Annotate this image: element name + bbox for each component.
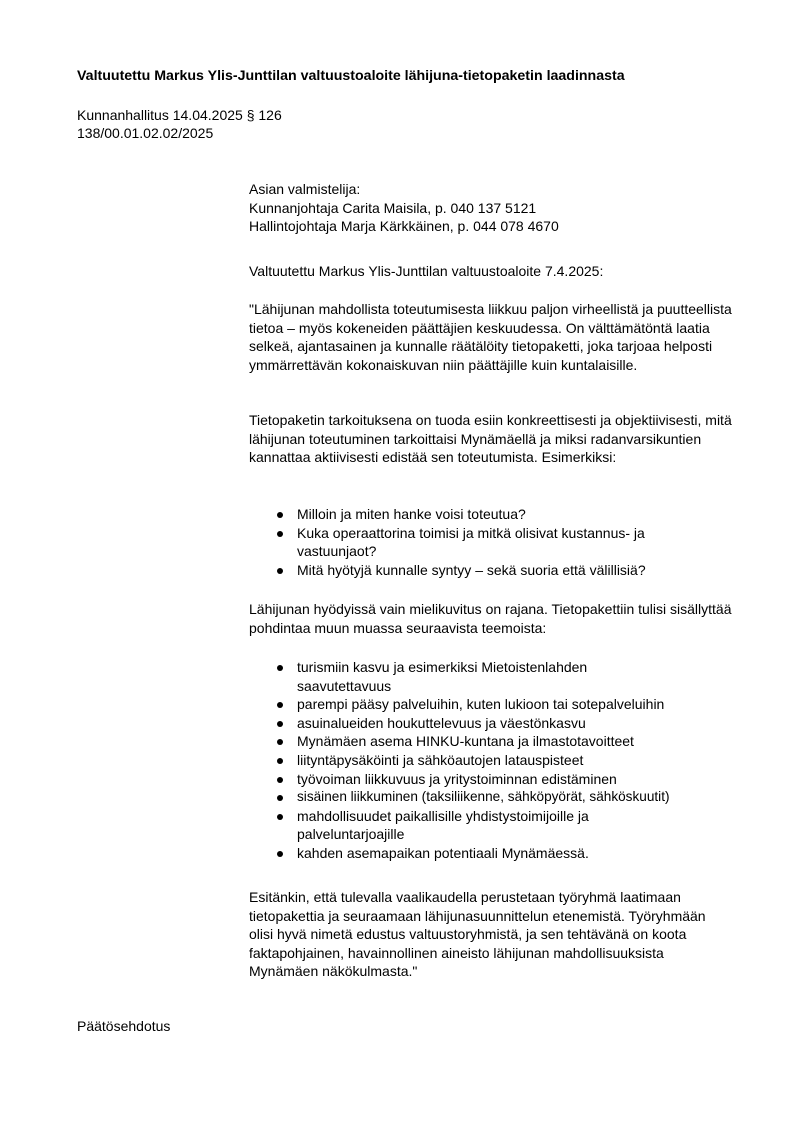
- list-item: [249, 524, 719, 561]
- list-item-text: parempi pääsy palveluihin, kuten lukioon tai sotepalveluihin: [297, 696, 665, 713]
- list-item-text: Mitä hyötyjä kunnalle syntyy – sekä suoria että välillisiä?: [297, 561, 646, 578]
- list-item-text: mahdollisuudet paikallisille yhdistystoimijoille ja palveluntarjoajille: [297, 807, 589, 843]
- bullet-icon: [277, 814, 283, 820]
- list-item: [249, 505, 719, 524]
- bullet-icon: [277, 777, 283, 783]
- paragraph-4: Esitänkin, että tulevalla vaalikaudella perustetaan työryhmä laatimaan tietopakettia ja seuraamaan lähijunasuunnittelun etenemistä. Työryhmään olisi hyvä nimetä edustus valtuustoryhmistä, ja sen tehtävänä on koota faktapohjainen, havainnollinen aineisto lähijunan mahdollisuuksista Mynämäen näkökulmasta.": [249, 889, 706, 980]
- document-title: Valtuutettu Markus Ylis-Junttilan valtuustoaloite lähijuna-tietopaketin laadinnasta: [77, 68, 625, 84]
- bullet-icon: [277, 739, 283, 745]
- themes-list: [249, 658, 749, 863]
- list-item: [249, 770, 749, 789]
- list-item: [249, 751, 749, 770]
- preparer-person: Kunnanjohtaja Carita Maisila, p. 040 137 5121: [249, 199, 537, 216]
- list-item: [249, 732, 749, 751]
- list-item-text: Mynämäen asema HINKU-kuntana ja ilmastotavoitteet: [297, 733, 634, 750]
- list-item-text: työvoiman liikkuvuus ja yritystoiminnan edistäminen: [297, 770, 617, 787]
- list-item: [249, 788, 749, 807]
- list-item: [249, 658, 667, 695]
- list-item-text: sisäinen liikkuminen (taksiliikenne, sähköpyörät, sähköskuutit): [297, 789, 670, 805]
- bullet-icon: [277, 512, 283, 518]
- preparer-block: [249, 180, 739, 236]
- list-item-text: turismiin kasvu ja esimerkiksi Mietoistenlahden saavutettavuus: [297, 659, 588, 694]
- list-item: [249, 807, 697, 844]
- questions-list: [249, 505, 719, 579]
- record-number: 138/00.01.02.02/2025: [77, 125, 214, 141]
- preparer-label: Asian valmistelija:: [249, 181, 361, 197]
- bullet-icon: [277, 851, 283, 857]
- bullet-icon: [277, 568, 283, 574]
- list-item: [249, 561, 719, 580]
- paragraph-1: "Lähijunan mahdollista toteutumisesta liikkuu paljon virheellistä ja puutteellista tietoa – myös kokeneiden päättäjien keskuudessa. On välttämätöntä laatia selkeä, ajantasainen ja kunnalle räätälöity tietopaketti, joka tarjoaa helposti ymmärrettävän kokonaiskuvan niin päättäjille kuin kuntalaisille.: [249, 301, 732, 373]
- paragraph-3: Lähijunan hyödyissä vain mielikuvitus on rajana. Tietopakettiin tulisi sisällyttää pohdintaa muun muassa seuraavista teemoista:: [249, 601, 732, 636]
- list-item: [249, 714, 749, 733]
- preparer-person: Hallintojohtaja Marja Kärkkäinen, p. 044 078 4670: [249, 218, 559, 235]
- paragraph-2: Tietopaketin tarkoituksena on tuoda esiin konkreettisesti ja objektiivisesti, mitä lähijunan toteutuminen tarkoittaisi Mynämäellä ja miksi radanvarsikuntien kannattaa aktiivisesti edistää sen toteutumista. Esimerkiksi:: [249, 412, 732, 466]
- list-item-text: liityntäpysäköinti ja sähköautojen latauspisteet: [297, 751, 584, 768]
- bullet-icon: [277, 531, 283, 537]
- decision-heading: Päätösehdotus: [77, 1018, 171, 1034]
- list-item: [249, 844, 749, 863]
- bullet-icon: [277, 758, 283, 764]
- bullet-icon: [277, 665, 283, 671]
- list-item: [249, 695, 749, 714]
- list-item-text: kahden asemapaikan potentiaali Mynämäessä.: [297, 844, 589, 861]
- meeting-line: Kunnanhallitus 14.04.2025 § 126: [77, 107, 282, 123]
- bullet-icon: [277, 702, 283, 708]
- list-item-text: asuinalueiden houkuttelevuus ja väestönkasvu: [297, 714, 586, 731]
- list-item-text: Kuka operaattorina toimisi ja mitkä olisivat kustannus- ja vastuunjaot?: [297, 524, 645, 560]
- bullet-icon: [277, 721, 283, 727]
- bullet-icon: [277, 795, 283, 801]
- meeting-info: [77, 106, 282, 142]
- list-item-text: Milloin ja miten hanke voisi toteutua?: [297, 506, 526, 522]
- initiative-heading: Valtuutettu Markus Ylis-Junttilan valtuustoaloite 7.4.2025:: [249, 263, 604, 279]
